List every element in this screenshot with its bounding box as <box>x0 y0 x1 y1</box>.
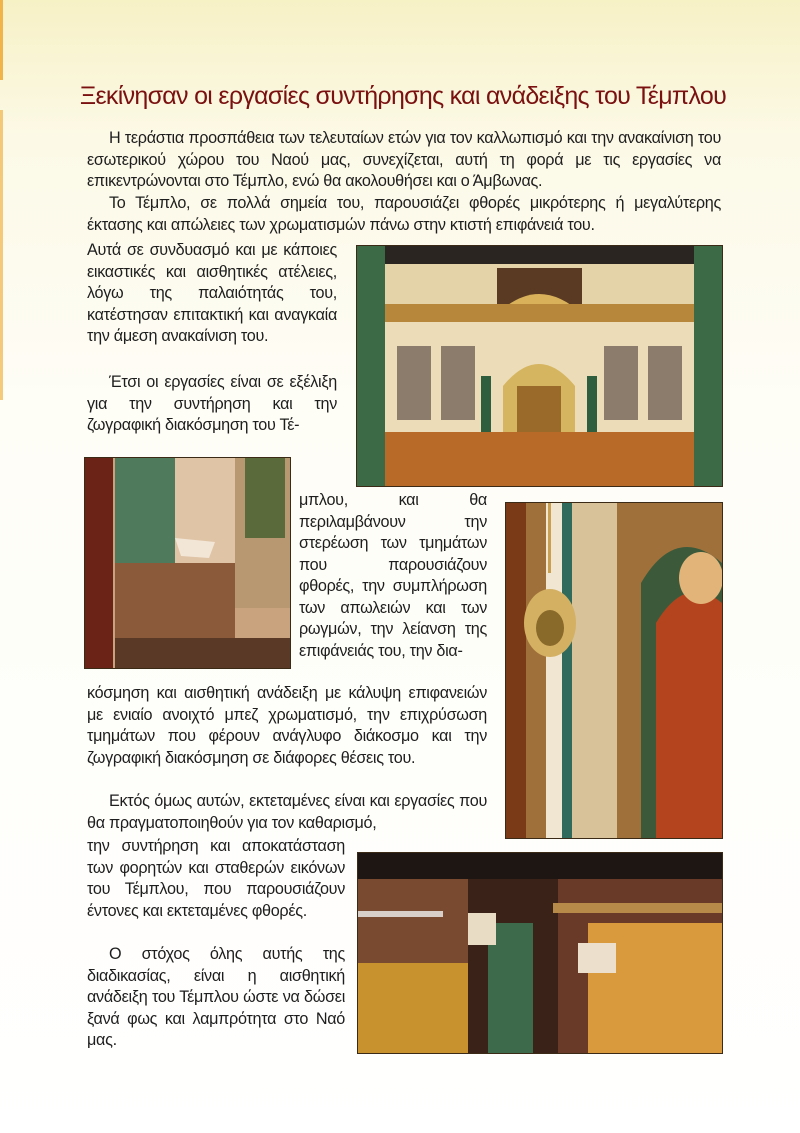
icon-and-lamp-photo <box>505 502 723 839</box>
paragraph-works-end: κόσμηση και αισθητική ανάδειξη με κάλυψη επιφανειών με ενιαίο ανοιχτό μπεζ χρωματισμό, την επιχρύσωση τμημάτων που φέρουν ανάγλυφο διάκοσμο και την ζωγραφική διακόσμηση σε διάφορες θέσεις του. <box>87 684 487 767</box>
paragraph-works-start: Έτσι οι εργασίες είναι σε εξέλιξη για την συντήρηση και την ζωγραφική διακόσμηση του Τέ- <box>87 373 337 434</box>
page-edge-accent <box>0 110 3 400</box>
paragraph-damage-lead: Το Τέμπλο, σε πολλά σημεία του, παρουσιάζει φθορές μικρότερης ή μεγαλύτερης έκτασης και απώλειες των χρωματισμών πάνω στην κτιστή επιφάνειά του. <box>87 194 721 234</box>
paragraph-works-middle: μπλου, και θα περιλαμβάνουν την στερέωση των τμημάτων που παρουσιάζουν φθορές, την συμπλήρωση των απωλειών και των ρωγμών, την λείανση της επιφάνειάς του, την δια- <box>299 491 487 660</box>
iconostasis-photo <box>356 245 723 487</box>
article-title: Ξεκίνησαν οι εργασίες συντήρησης και ανάδειξης του Τέμπλου <box>79 82 727 110</box>
wood-panel-photo <box>357 852 723 1054</box>
paragraph-goal: Ο στόχος όλης αυτής της διαδικασίας, είναι η αισθητική ανάδειξη του Τέμπλου ώστε να δώσει ξανά φως και λαμπρότητα στο Ναό μας. <box>87 945 345 1049</box>
paragraph-intro: Η τεράστια προσπάθεια των τελευταίων ετών για τον καλλωπισμό και την ανακαίνιση του εσωτερικού χώρου του Ναού μας, συνεχίζεται, αυτή τη φορά με τις εργασίες να επικεντρώνονται στο Τέμπλο, ενώ θα ακολουθήσει και ο Άμβωνας. <box>87 129 721 190</box>
paragraph-icons-start: Εκτός όμως αυτών, εκτεταμένες είναι και εργασίες που θα πραγματοποιηθούν για τον καθαρισμό, <box>87 792 487 832</box>
damaged-section-photo <box>84 457 291 669</box>
page-edge-accent <box>0 0 3 80</box>
paragraph-damage-rest: Αυτά σε συνδυασμό και με κάποιες εικαστικές και αισθητικές ατέλειες, λόγω της παλαιότητάς του, κατέστησαν επιτακτική και αναγκαία την άμεση ανακαίνιση του. <box>87 241 337 345</box>
paragraph-icons-end: την συντήρηση και αποκατάσταση των φορητών και σταθερών εικόνων του Τέμπλου, που παρουσιάζουν έντονες και εκτεταμένες φθορές. <box>87 837 345 920</box>
